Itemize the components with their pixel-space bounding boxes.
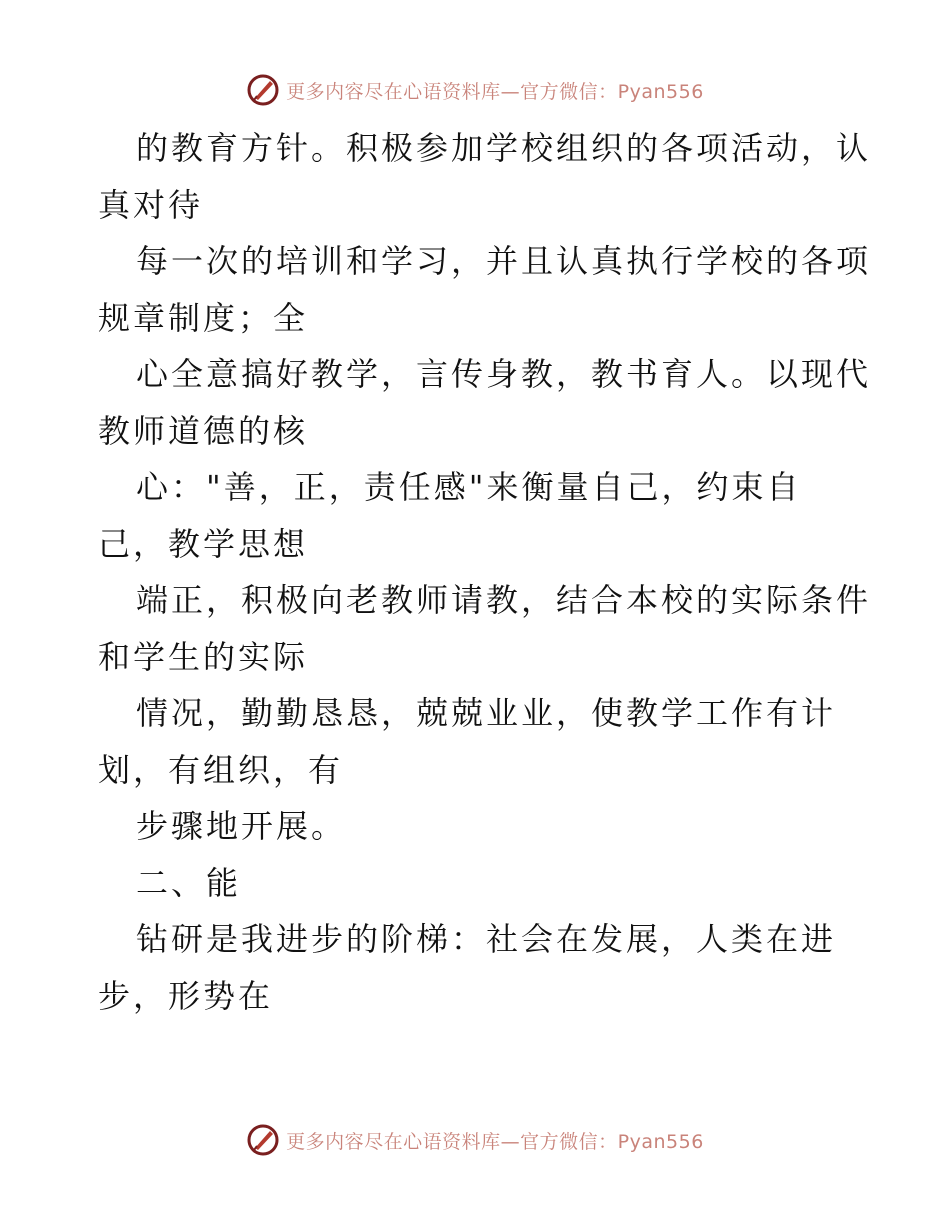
header-watermark-text: 更多内容尽在心语资料库—官方微信：Pyan556 xyxy=(286,80,704,103)
body-line: 划，有组织，有 xyxy=(98,750,344,789)
body-line: 真对待 xyxy=(98,185,204,224)
body-line: 的教育方针。积极参加学校组织的各项活动，认 xyxy=(136,129,872,167)
body-line: 端正，积极向老教师请教，结合本校的实际条件 xyxy=(136,581,872,619)
quill-pen-circle-icon xyxy=(246,1123,280,1157)
body-line: 己，教学思想 xyxy=(98,524,309,563)
quill-pen-circle-icon xyxy=(246,73,280,107)
section-heading: 二、能 xyxy=(136,863,242,902)
footer-watermark-text: 更多内容尽在心语资料库—官方微信：Pyan556 xyxy=(286,1130,704,1153)
document-body xyxy=(98,120,872,1024)
body-line: 步骤地开展。 xyxy=(136,807,347,845)
body-line: 心全意搞好教学，言传身教，教书育人。以现代 xyxy=(136,355,872,393)
body-line: 钻研是我进步的阶梯：社会在发展，人类在进 xyxy=(136,920,837,958)
footer-watermark xyxy=(0,1122,950,1158)
body-line: 情况，勤勤恳恳，兢兢业业，使教学工作有计 xyxy=(136,694,837,732)
body-line: 心："善，正，责任感"来衡量自己，约束自 xyxy=(136,468,802,506)
header-watermark xyxy=(0,72,950,108)
body-line: 和学生的实际 xyxy=(98,637,309,676)
body-line: 步，形势在 xyxy=(98,976,274,1015)
body-line: 规章制度；全 xyxy=(98,298,309,337)
body-line: 每一次的培训和学习，并且认真执行学校的各项 xyxy=(136,242,872,280)
body-line: 教师道德的核 xyxy=(98,411,309,450)
